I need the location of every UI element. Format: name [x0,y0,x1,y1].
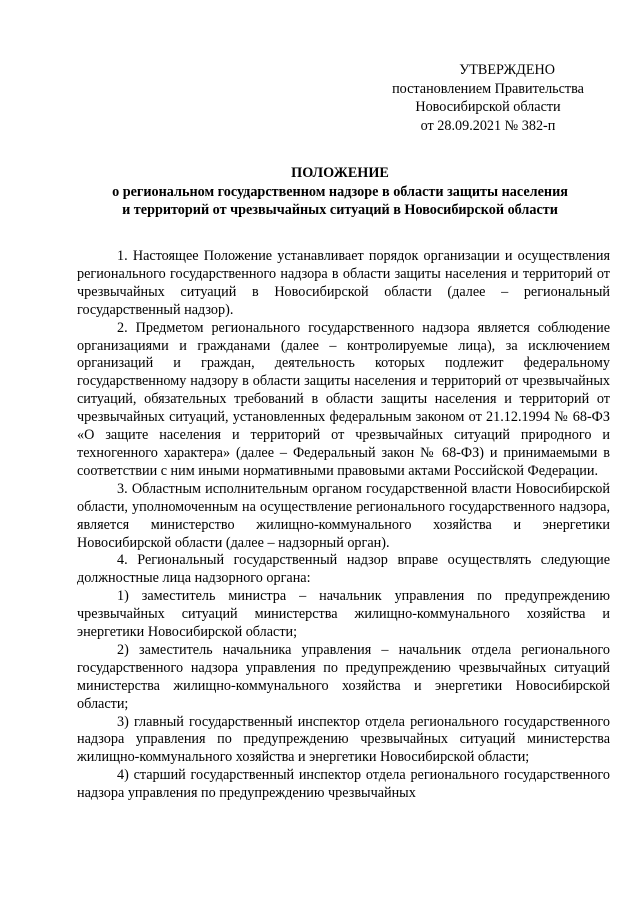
list-item-3: 3) главный государственный инспектор отдела регионального государственного надзора управления по предупреждению чрезвычайных ситуаций министерства жилищно-коммунального хозяйства и энергетики Новосибирской области; [77,713,610,766]
list-item-2: 2) заместитель начальника управления – начальник отдела регионального государственного надзора управления по предупреждению чрезвычайных ситуаций министерства жилищно-коммунального хозяйства и энергетики Новосибирской области; [77,641,610,712]
document-body [77,248,610,803]
paragraph-3: 3. Областным исполнительным органом государственной власти Новосибирской области, уполномоченным на осуществление регионального государственного надзора, является министерство жилищно-коммунального хозяйства и энергетики Новосибирской области (далее – надзорный орган). [77,480,610,551]
approval-line-2: Новосибирской области [415,99,561,115]
paragraph-4: 4. Региональный государственный надзор вправе осуществлять следующие должностные лица надзорного органа: [77,552,610,587]
list-item-1: 1) заместитель министра – начальник управления по предупреждению чрезвычайных ситуаций министерства жилищно-коммунального хозяйства и энергетики Новосибирской области; [77,588,610,641]
document-title [70,164,610,220]
title-line-1: о региональном государственном надзоре в области защиты населения [112,183,568,200]
title-line-2: и территорий от чрезвычайных ситуаций в Новосибирской области [122,202,558,218]
title-heading: ПОЛОЖЕНИЕ [291,165,389,181]
paragraph-1: 1. Настоящее Положение устанавливает порядок организации и осуществления регионального государственного надзора в области защиты населения и территорий от чрезвычайных ситуаций в Новосибирской области (далее – региональный государственный надзор). [77,248,610,318]
paragraph-2: 2. Предметом регионального государственного надзора является соблюдение организациями и гражданами (далее – контролируемые лица), за исключением организаций и граждан, деятельность которых подлежит федеральному государственному надзору в области защиты населения и территорий от чрезвычайных ситуаций, обязательных требований в области защиты населения и территорий от чрезвычайных ситуаций, установленных федеральным законом от 21.12.1994 № 68-ФЗ «О защите населения и территорий от чрезвычайных ситуаций природного и техногенного характера» (далее – Федеральный закон № 68-ФЗ) и принимаемыми в соответствии с ним иными нормативными правовыми актами Российской Федерации. [77,319,610,479]
list-item-4: 4) старший государственный инспектор отдела регионального государственного надзора управления по предупреждению чрезвычайных [77,767,610,802]
approval-date-number: от 28.09.2021 № 382-п [420,117,556,134]
approval-stamp [383,61,593,135]
approval-line-1: постановлением Правительства [392,80,584,97]
approval-heading: УТВЕРЖДЕНО [459,62,555,78]
